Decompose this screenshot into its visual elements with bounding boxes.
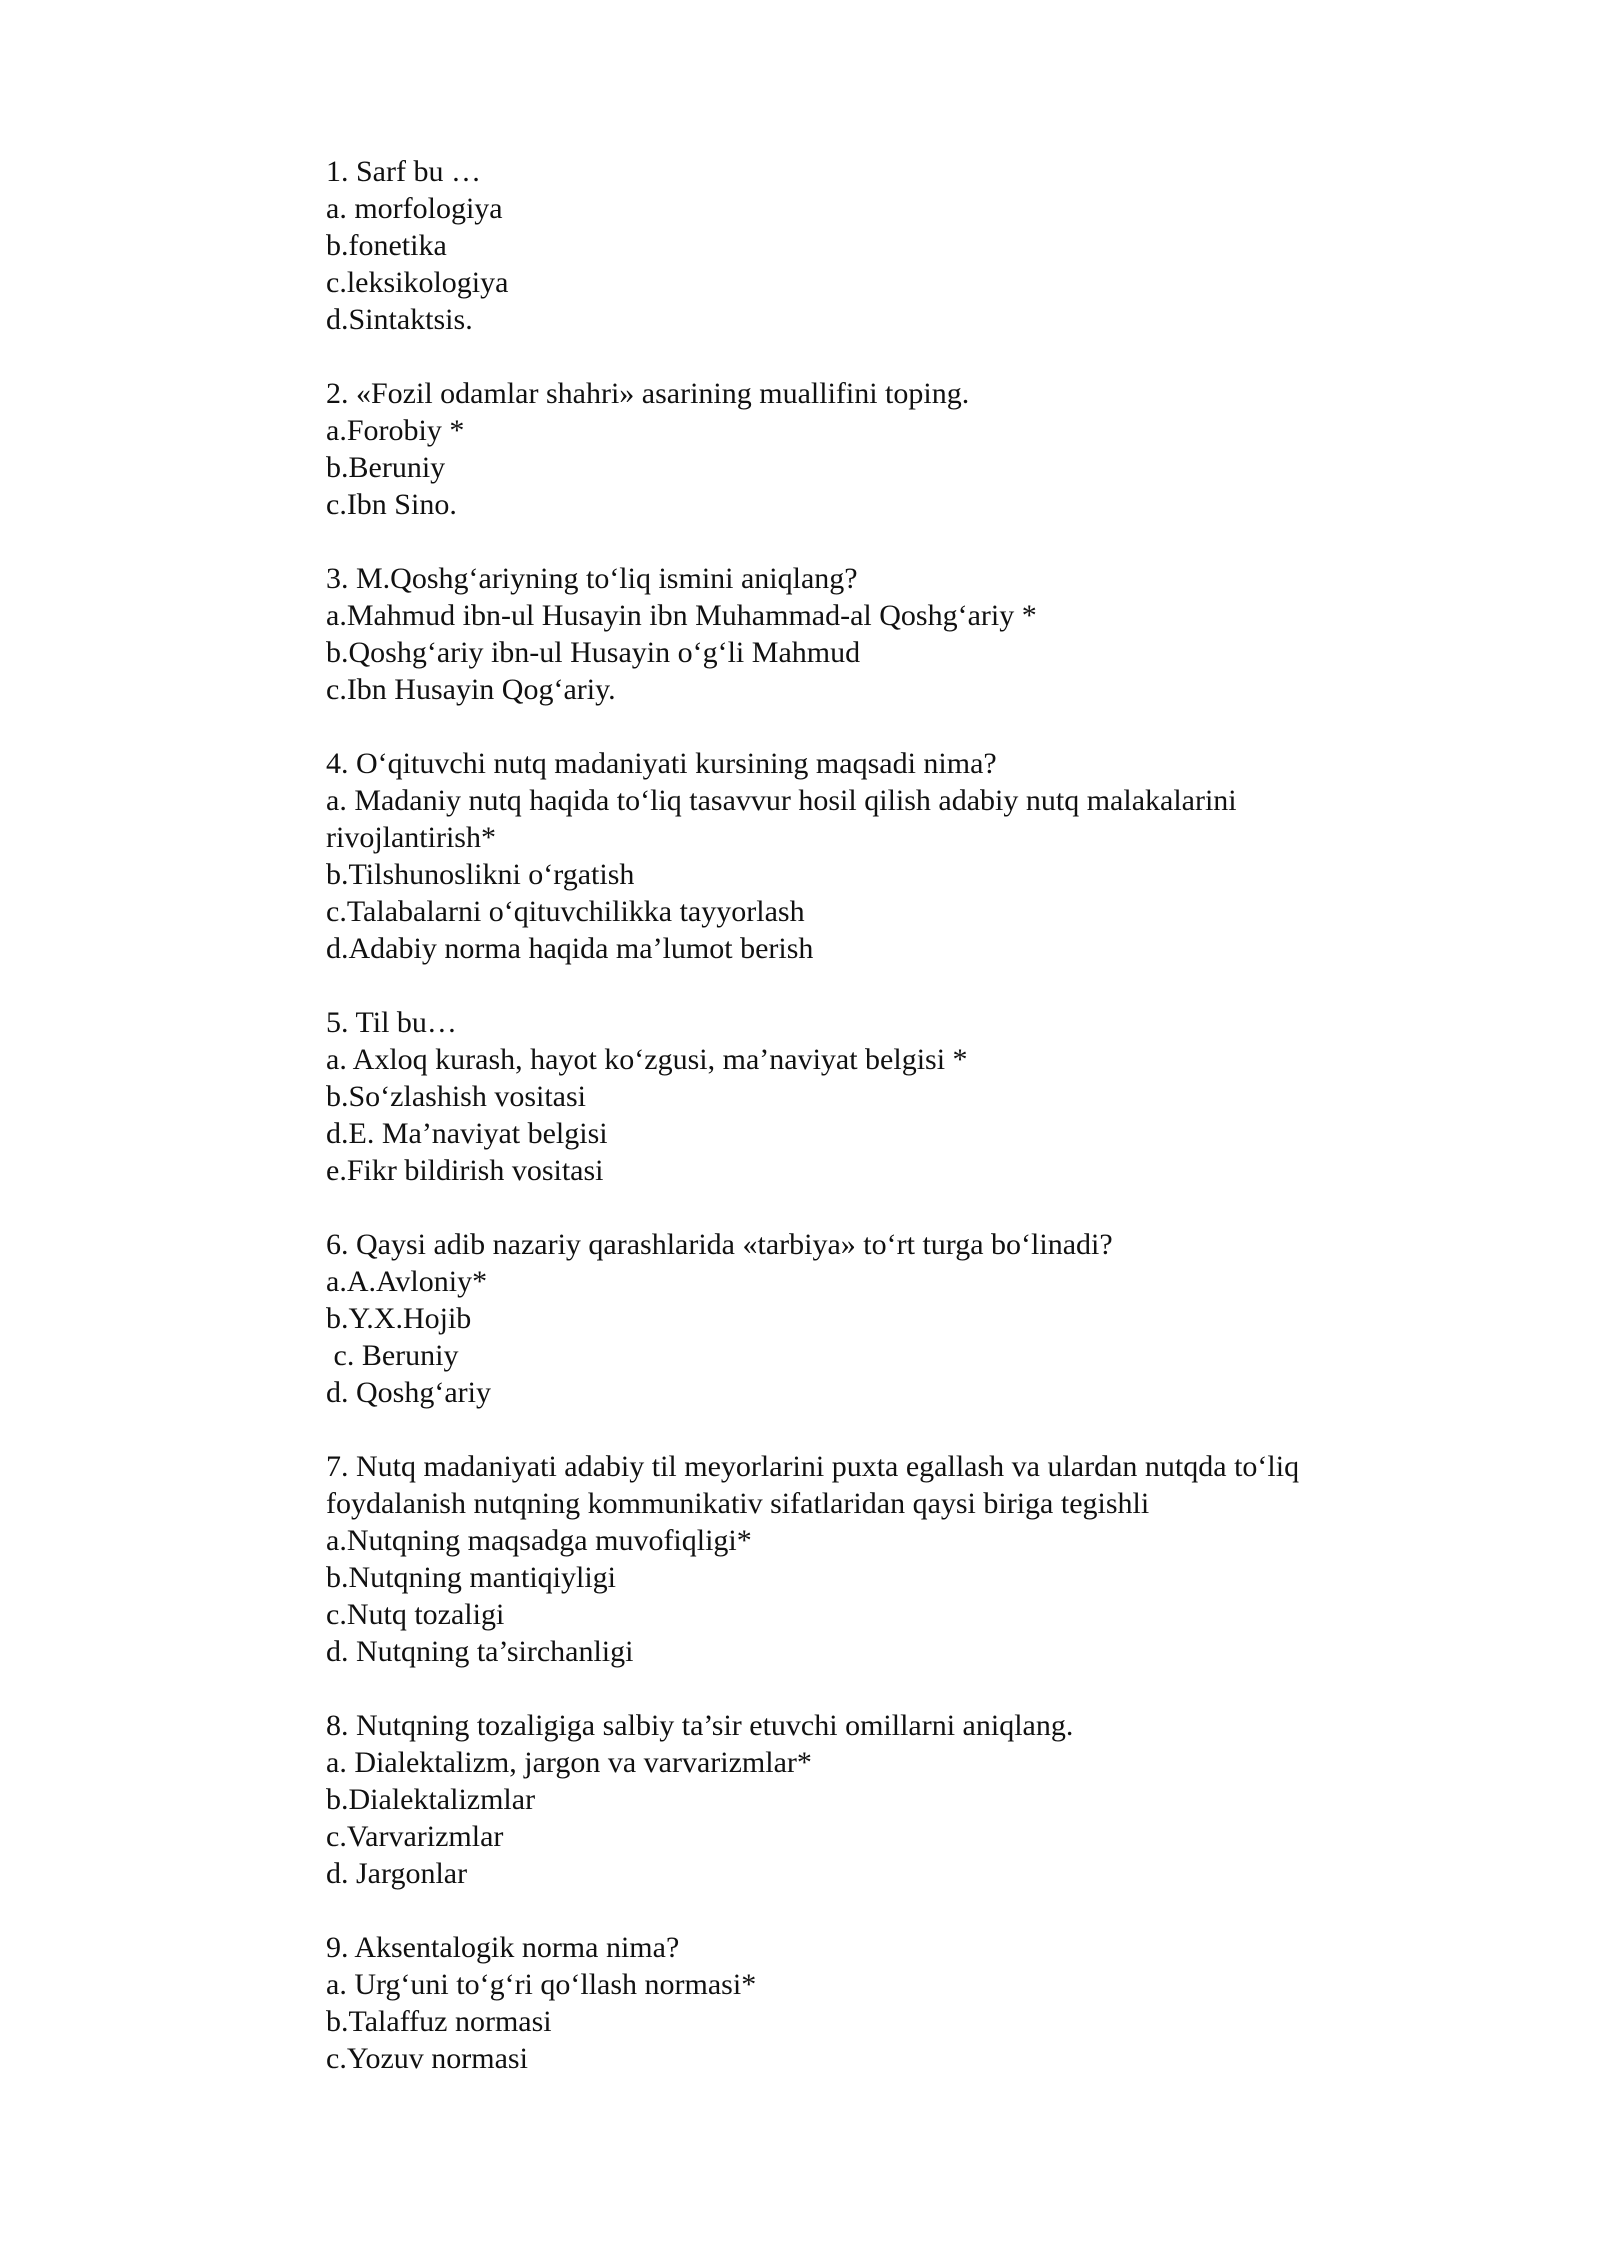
answer-option: c.Nutq tozaligi: [326, 1598, 505, 1631]
question-5: [326, 1004, 1386, 1189]
question-4: [326, 745, 1386, 967]
answer-option: b.Tilshunoslikni o‘rgatish: [326, 858, 635, 891]
question-2: [326, 375, 1386, 523]
question-text: 9. Aksentalogik norma nima?: [326, 1931, 680, 1964]
answer-option: d.E. Ma’naviyat belgisi: [326, 1117, 608, 1150]
answer-option: b.So‘zlashish vositasi: [326, 1080, 586, 1113]
answer-option: d. Qoshg‘ariy: [326, 1376, 491, 1409]
answer-option: c.Ibn Husayin Qog‘ariy.: [326, 673, 616, 706]
question-text: 6. Qaysi adib nazariy qarashlarida «tarbiya» to‘rt turga bo‘linadi?: [326, 1228, 1113, 1261]
question-text: 7. Nutq madaniyati adabiy til meyorlarini puxta egallash va ulardan nutqda to‘liq foydalanish nutqning kommunikativ sifatlaridan qaysi biriga tegishli: [326, 1450, 1307, 1520]
answer-option: d.Adabiy norma haqida ma’lumot berish: [326, 932, 814, 965]
answer-option: c. Beruniy: [326, 1339, 459, 1372]
answer-option: b.fonetika: [326, 229, 447, 262]
answer-option: a.A.Avloniy*: [326, 1265, 488, 1298]
question-text: 4. O‘qituvchi nutq madaniyati kursining maqsadi nima?: [326, 747, 997, 780]
answer-option: a. Urg‘uni to‘g‘ri qo‘llash normasi*: [326, 1968, 757, 2001]
question-6: [326, 1226, 1386, 1411]
question-list: [326, 153, 1386, 2114]
answer-option: d.Sintaktsis.: [326, 303, 473, 336]
answer-option: b.Qoshg‘ariy ibn-ul Husayin o‘g‘li Mahmud: [326, 636, 861, 669]
answer-option: a.Mahmud ibn-ul Husayin ibn Muhammad-al Qoshg‘ariy *: [326, 599, 1037, 632]
question-text: 2. «Fozil odamlar shahri» asarining muallifini toping.: [326, 377, 970, 410]
answer-option: a.Nutqning maqsadga muvofiqligi*: [326, 1524, 752, 1557]
answer-option: c.Talabalarni o‘qituvchilikka tayyorlash: [326, 895, 805, 928]
answer-option: b.Talaffuz normasi: [326, 2005, 552, 2038]
answer-option: a. morfologiya: [326, 192, 503, 225]
question-text: 8. Nutqning tozaligiga salbiy ta’sir etuvchi omillarni aniqlang.: [326, 1709, 1074, 1742]
question-3: [326, 560, 1386, 708]
answer-option: c.Yozuv normasi: [326, 2042, 528, 2075]
question-text: 5. Til bu…: [326, 1006, 457, 1039]
question-8: [326, 1707, 1386, 1892]
question-1: [326, 153, 1386, 338]
answer-option: b.Dialektalizmlar: [326, 1783, 536, 1816]
answer-option: a.Forobiy *: [326, 414, 465, 447]
answer-option: c.Ibn Sino.: [326, 488, 457, 521]
answer-option: a. Axloq kurash, hayot ko‘zgusi, ma’naviyat belgisi *: [326, 1043, 968, 1076]
answer-option: d. Jargonlar: [326, 1857, 468, 1890]
answer-option: d. Nutqning ta’sirchanligi: [326, 1635, 634, 1668]
answer-option: e.Fikr bildirish vositasi: [326, 1154, 604, 1187]
question-9: [326, 1929, 1386, 2077]
question-text: 1. Sarf bu …: [326, 155, 481, 188]
question-7: [326, 1448, 1386, 1670]
answer-option: c.leksikologiya: [326, 266, 509, 299]
answer-option: b.Nutqning mantiqiyligi: [326, 1561, 616, 1594]
answer-option: a. Dialektalizm, jargon va varvarizmlar*: [326, 1746, 812, 1779]
question-text: 3. M.Qoshg‘ariyning to‘liq ismini aniqlang?: [326, 562, 858, 595]
answer-option: b.Beruniy: [326, 451, 446, 484]
answer-option: b.Y.X.Hojib: [326, 1302, 472, 1335]
answer-option: a. Madaniy nutq haqida to‘liq tasavvur hosil qilish adabiy nutq malakalarini rivojlantirish*: [326, 784, 1245, 854]
answer-option: c.Varvarizmlar: [326, 1820, 504, 1853]
